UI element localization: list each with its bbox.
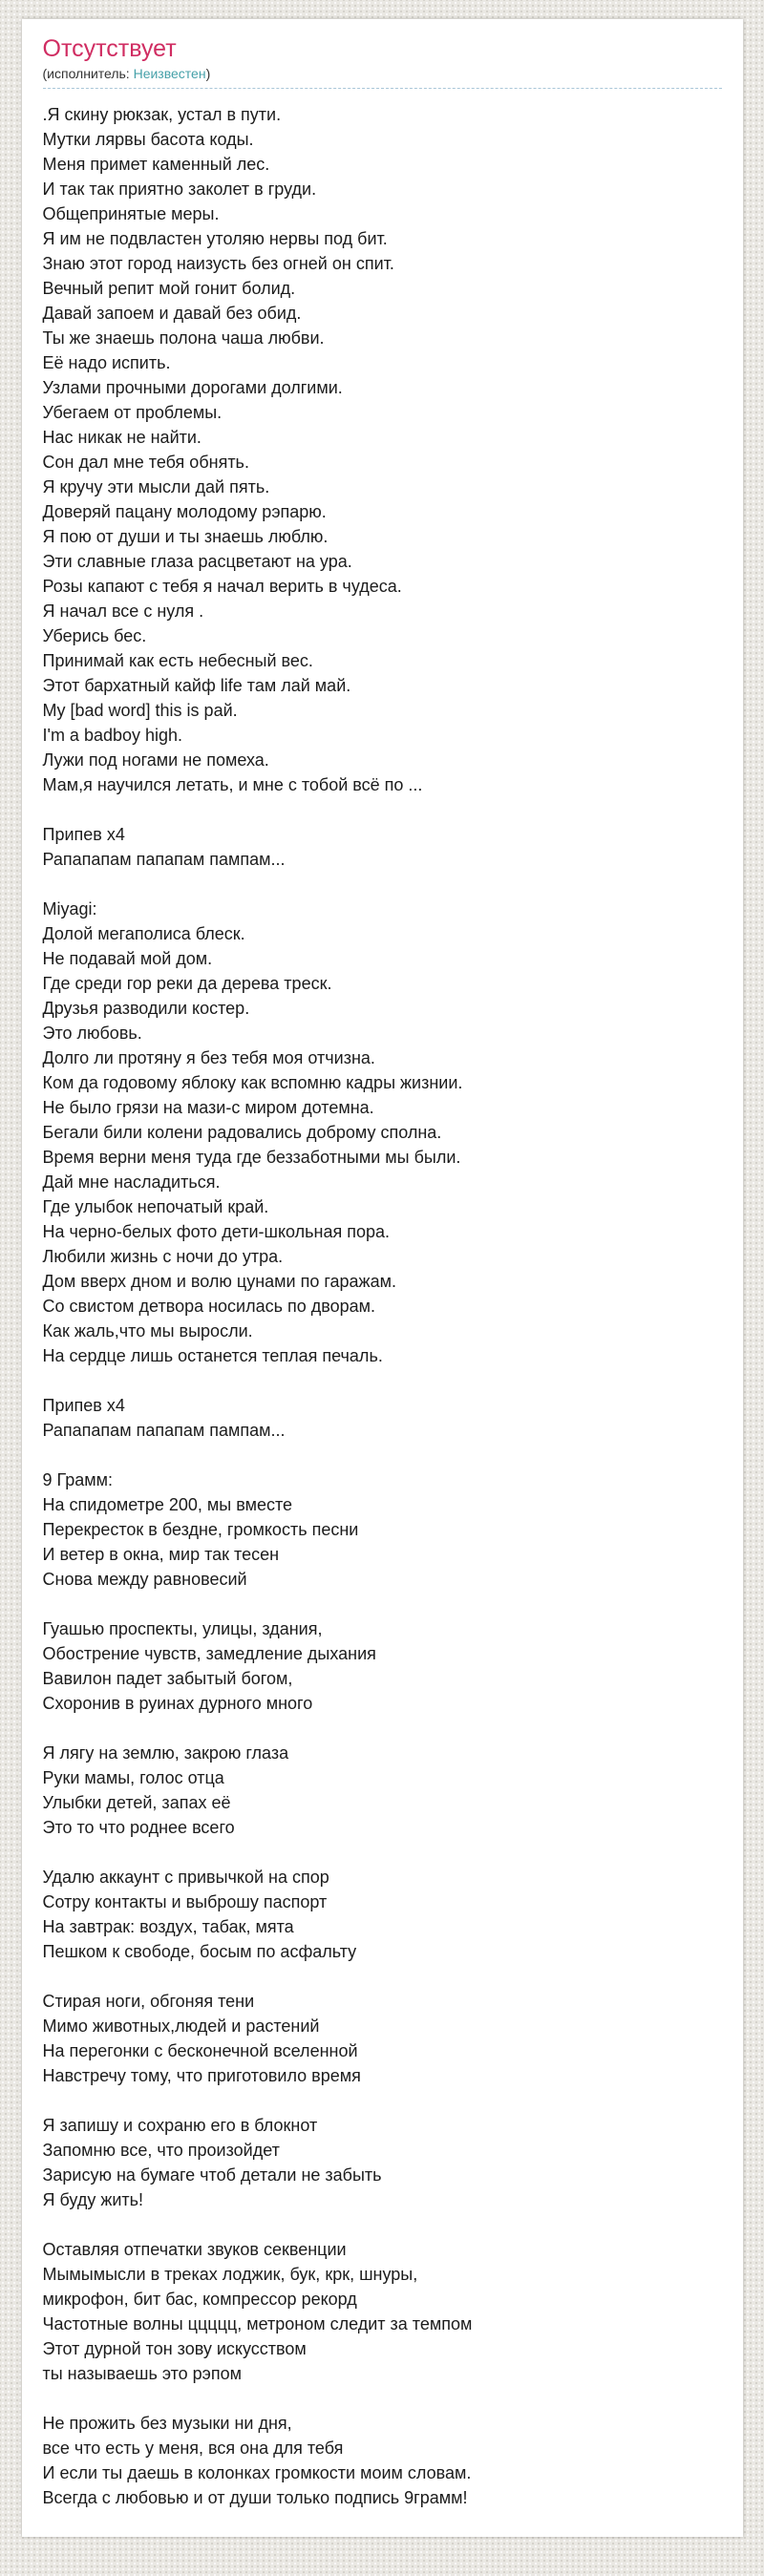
- lyric-line: Не было грязи на мази-с миром дотемна.: [42, 1098, 374, 1117]
- lyric-line: Вечный репит мой гонит болид.: [42, 279, 296, 298]
- lyric-line: Miyagi:: [42, 899, 97, 918]
- lyric-line: Ком да годовому яблоку как вспомню кадры жизнии.: [42, 1073, 463, 1092]
- artist-link[interactable]: Неизвестен: [133, 66, 206, 81]
- page-background: [0, 19, 764, 2576]
- lyric-line: На перегонки с бесконечной вселенной: [42, 2041, 358, 2060]
- lyric-line: [43, 1592, 722, 1616]
- lyric-line: Я пою от души и ты знаешь люблю.: [42, 527, 329, 546]
- lyric-line: Мымымысли в треках лоджик, бук, крк, шнуры,: [42, 2265, 418, 2284]
- lyric-line: Принимай как есть небесный вес.: [42, 651, 313, 670]
- lyric-line: Мимо животных,людей и растений: [42, 2016, 320, 2036]
- lyric-line: Убегаем от проблемы.: [42, 403, 223, 422]
- lyric-line: Схоронив в руинах дурного много: [42, 1694, 313, 1713]
- artist-line: [43, 65, 722, 89]
- lyric-line: Её надо испить.: [42, 353, 171, 372]
- lyric-line: [43, 797, 722, 822]
- lyric-line: Розы капают с тебя я начал верить в чудеса.: [42, 577, 402, 596]
- lyric-line: Эти славные глаза расцветают на ура.: [42, 552, 352, 571]
- lyric-line: Пешком к свободе, босым по асфальту: [42, 1942, 357, 1961]
- lyric-line: Общепринятые меры.: [42, 204, 220, 223]
- lyric-line: И ветер в окна, мир так тесен: [42, 1545, 280, 1564]
- lyric-line: Я запишу и сохраню его в блокнот: [42, 2116, 318, 2135]
- lyric-line: [43, 1443, 722, 1467]
- lyric-line: Частотные волны ццццц, метроном следит за темпом: [42, 2314, 473, 2333]
- lyric-line: Любили жизнь с ночи до утра.: [42, 1247, 284, 1266]
- lyric-line: Долго ли протяну я без тебя моя отчизна.: [42, 1048, 375, 1067]
- lyric-line: Вавилон падет забытый богом,: [42, 1669, 293, 1688]
- lyric-line: Сотру контакты и выброшу паспорт: [42, 1892, 328, 1911]
- lyric-line: Сон дал мне тебя обнять.: [42, 453, 249, 472]
- lyric-line: И так так приятно заколет в груди.: [42, 179, 317, 199]
- lyric-line: Мутки лярвы басота коды.: [42, 130, 254, 149]
- lyric-line: Всегда с любовью и от души только подпись 9грамм!: [42, 2488, 468, 2507]
- lyric-line: Гуашью проспекты, улицы, здания,: [42, 1619, 323, 1638]
- lyric-line: [43, 1964, 722, 1989]
- lyric-line: [43, 872, 722, 897]
- lyric-line: Ты же знаешь полона чаша любви.: [42, 328, 325, 348]
- lyric-line: Перекресток в бездне, громкость песни: [42, 1520, 359, 1539]
- lyric-line: Я начал все с нуля .: [42, 602, 204, 621]
- lyric-line: Доверяй пацану молодому рэпарю.: [42, 502, 327, 521]
- lyric-line: Меня примет каменный лес.: [42, 155, 270, 174]
- artist-label-prefix: (исполнитель:: [42, 66, 134, 81]
- lyric-line: Время верни меня туда где беззаботными мы были.: [42, 1148, 461, 1167]
- lyric-line: Удалю аккаунт с привычкой на спор: [42, 1868, 329, 1887]
- lyric-line: Не подавай мой дом.: [42, 949, 213, 968]
- lyric-line: Знаю этот город наизусть без огней он спит.: [42, 254, 394, 273]
- lyric-line: Обострение чувств, замедление дыхания: [42, 1644, 376, 1663]
- lyric-line: Давай запоем и давай без обид.: [42, 304, 302, 323]
- lyric-line: Уберись бес.: [42, 626, 147, 645]
- lyric-line: Улыбки детей, запах её: [42, 1793, 231, 1812]
- lyric-line: Узлами прочными дорогами долгими.: [42, 378, 343, 397]
- lyric-line: Снова между равновесий: [42, 1570, 247, 1589]
- lyric-line: Друзья разводили костер.: [42, 999, 250, 1018]
- lyric-line: [43, 2386, 722, 2411]
- lyric-line: микрофон, бит бас, компрессор рекорд: [42, 2290, 357, 2309]
- lyric-line: Припев x4: [42, 1396, 125, 1415]
- lyric-line: I'm a badboy high.: [42, 726, 183, 745]
- lyric-line: Долой мегаполиса блеск.: [42, 924, 245, 943]
- lyric-line: Припев x4: [42, 825, 125, 844]
- lyric-line: Оставляя отпечатки звуков секвенции: [42, 2240, 347, 2259]
- lyric-line: [43, 2088, 722, 2113]
- lyrics-text: [43, 102, 722, 2510]
- lyric-line: На сердце лишь останется теплая печаль.: [42, 1346, 383, 1365]
- lyric-line: My [bad word] this is рай.: [42, 701, 238, 720]
- lyric-line: [43, 1716, 722, 1741]
- lyric-line: Руки мамы, голос отца: [42, 1768, 224, 1787]
- lyric-line: Это любовь.: [42, 1024, 142, 1043]
- lyric-line: Этот бархатный кайф life там лай май.: [42, 676, 351, 695]
- lyric-line: Я кручу эти мысли дай пять.: [42, 477, 270, 496]
- lyric-line: Этот дурной тон зову искусством: [42, 2339, 307, 2358]
- lyric-line: Рапапапам папапам пампам...: [42, 1421, 286, 1440]
- lyric-line: Запомню все, что произойдет: [42, 2141, 280, 2160]
- lyric-line: Рапапапам папапам пампам...: [42, 850, 286, 869]
- lyric-line: Зарисую на бумаге чтоб детали не забыть: [42, 2165, 382, 2185]
- lyric-line: все что есть у меня, вся она для тебя: [42, 2439, 344, 2458]
- lyric-line: Я буду жить!: [42, 2190, 144, 2209]
- lyric-line: Где улыбок непочатый край.: [42, 1197, 269, 1216]
- lyric-line: На спидометре 200, мы вместе: [42, 1495, 293, 1514]
- lyric-line: Как жаль,что мы выросли.: [42, 1321, 253, 1341]
- lyric-line: Бегали били колени радовались доброму сполна.: [42, 1123, 442, 1142]
- lyric-line: Я лягу на землю, закрою глаза: [42, 1743, 289, 1763]
- artist-label-suffix: ): [205, 66, 211, 81]
- lyric-line: Лужи под ногами не помеха.: [42, 750, 269, 770]
- lyric-line: [43, 2212, 722, 2237]
- page-title: Отсутствует: [42, 35, 177, 62]
- lyric-line: Навстречу тому, что приготовило время: [42, 2066, 361, 2085]
- lyric-line: Я им не подвластен утоляю нервы под бит.: [42, 229, 388, 248]
- lyric-line: 9 Грамм:: [42, 1470, 114, 1489]
- lyric-line: Это то что роднее всего: [42, 1818, 235, 1837]
- lyric-line: Со свистом детвора носилась по дворам.: [42, 1297, 376, 1316]
- lyric-line: Дом вверх дном и волю цунами по гаражам.: [42, 1272, 396, 1291]
- lyric-line: .Я скину рюкзак, устал в пути.: [42, 105, 282, 124]
- lyric-line: Стирая ноги, обгоняя тени: [42, 1992, 255, 2011]
- lyric-line: Дай мне насладиться.: [42, 1172, 221, 1192]
- lyric-line: Не прожить без музыки ни дня,: [42, 2414, 292, 2433]
- lyric-line: [43, 1840, 722, 1865]
- lyrics-card: [22, 19, 743, 2537]
- lyric-line: ты называешь это рэпом: [42, 2364, 242, 2383]
- lyric-line: Мам,я научился летать, и мне с тобой всё по ...: [42, 775, 423, 794]
- lyric-line: На завтрак: воздух, табак, мята: [42, 1917, 294, 1936]
- lyric-line: [43, 1368, 722, 1393]
- lyric-line: На черно-белых фото дети-школьная пора.: [42, 1222, 390, 1241]
- lyric-line: Нас никак не найти.: [42, 428, 202, 447]
- lyric-line: И если ты даешь в колонках громкости моим словам.: [42, 2463, 472, 2482]
- lyric-line: Где среди гор реки да дерева треск.: [42, 974, 332, 993]
